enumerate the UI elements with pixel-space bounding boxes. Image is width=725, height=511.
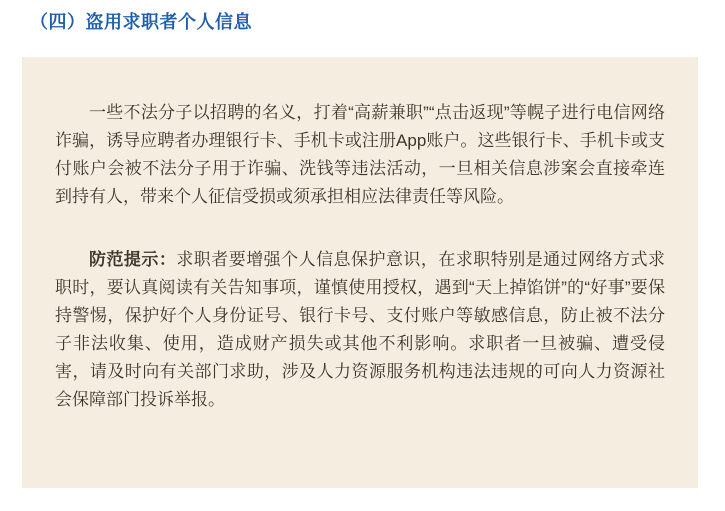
paragraph-fraud-description bbox=[55, 99, 665, 211]
prevention-tip-label: 防范提示： bbox=[89, 250, 177, 269]
paragraph-prevention-tip bbox=[55, 246, 665, 414]
paragraph-text: 一些不法分子以招聘的名义，打着“高薪兼职”“点击返现”等幌子进行电信网络诈骗，诱导应聘者办理银行卡、手机卡或注册App账户。这些银行卡、手机卡或支付账户会被不法分子用于诈骗、洗钱等违法活动，一旦相关信息涉案会直接牵连到持有人，带来个人征信受损或须承担相应法律责任等风险。 bbox=[55, 103, 665, 206]
section-heading: （四）盗用求职者个人信息 bbox=[30, 12, 252, 32]
paragraph-text: 求职者要增强个人信息保护意识，在求职特别是通过网络方式求职时，要认真阅读有关告知事项，谨慎使用授权，遇到“天上掉馅饼”的“好事”要保持警惕，保护好个人身份证号、银行卡号、支付账户等敏感信息，防止被不法分子非法收集、使用，造成财产损失或其他不利影响。求职者一旦被骗、遭受侵害，请及时向有关部门求助，涉及人力资源服务机构违法违规的可向人力资源社会保障部门投诉举报。 bbox=[55, 250, 665, 409]
notice-content-box bbox=[22, 57, 698, 488]
